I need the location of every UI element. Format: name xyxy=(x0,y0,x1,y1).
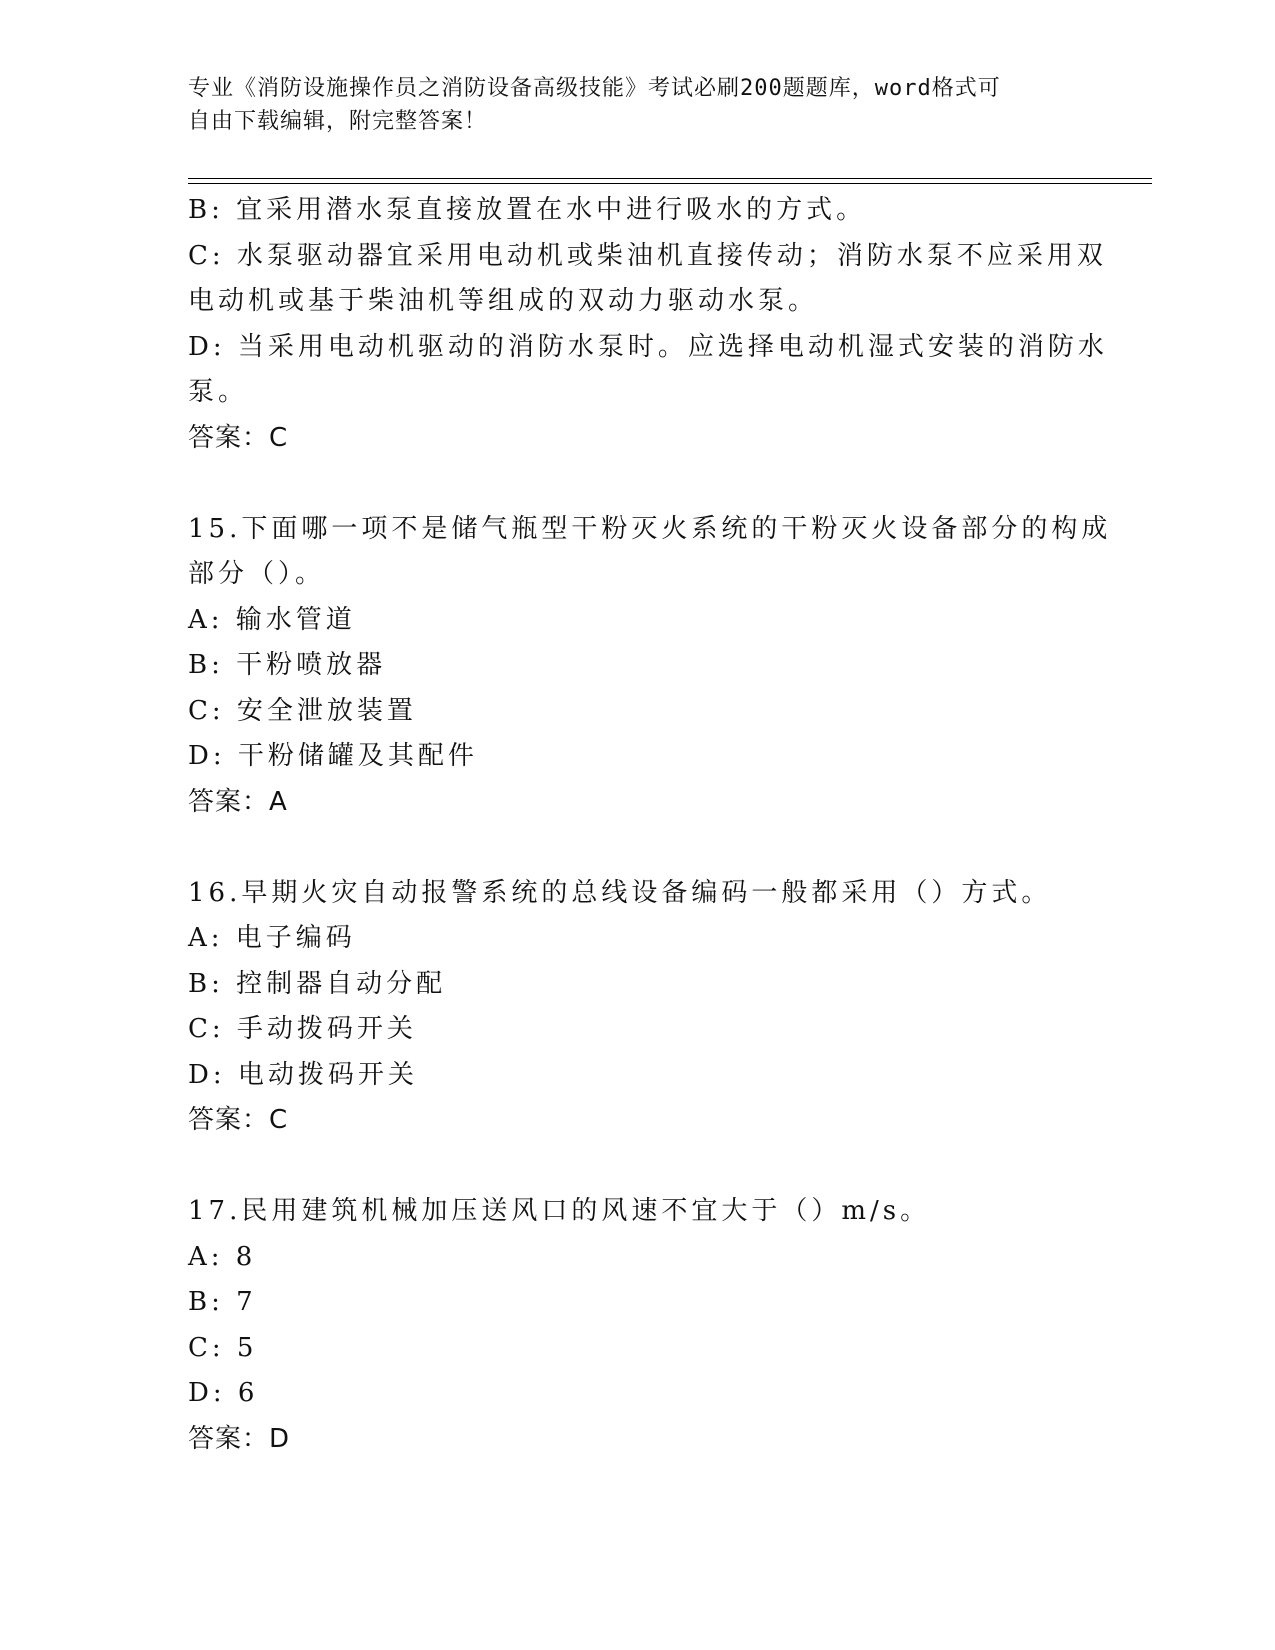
option-d: D: 电动拨码开关 xyxy=(188,1059,418,1090)
option-a: A: 输水管道 xyxy=(188,604,356,635)
option-d-line-1: D: 当采用电动机驱动的消防水泵时。应选择电动机湿式安装的消防水 xyxy=(188,331,1108,362)
option-d-line-2: 泵。 xyxy=(188,377,249,407)
question-content xyxy=(188,188,1112,1462)
header-rule-bottom xyxy=(188,183,1152,184)
option-b: B: 宜采用潜水泵直接放置在水中进行吸水的方式。 xyxy=(188,195,867,225)
question-stem-line-2: 部分（）。 xyxy=(188,559,326,589)
question-stem-line-1: 17.民用建筑机械加压送风口的风速不宜大于（）m/s。 xyxy=(188,1196,931,1226)
header-title-line-1: 专业《消防设施操作员之消防设备高级技能》考试必刷200题题库，word格式可 xyxy=(188,76,1001,101)
header-title-line-2: 自由下载编辑，附完整答案！ xyxy=(188,109,488,134)
page-header xyxy=(188,72,1088,138)
question-14-continued xyxy=(188,188,1108,461)
option-c: C: 安全泄放装置 xyxy=(188,695,417,726)
option-c-line-1: C: 水泵驱动器宜采用电动机或柴油机直接传动；消防水泵不应采用双 xyxy=(188,240,1107,271)
spacer xyxy=(188,461,1088,507)
answer-label: 答案：D xyxy=(188,1423,291,1454)
question-stem-line-1: 16.早期火灾自动报警系统的总线设备编码一般都采用（）方式。 xyxy=(188,877,1052,908)
option-c: C: 手动拨码开关 xyxy=(188,1014,417,1044)
answer-label: 答案：C xyxy=(188,1105,289,1135)
spacer xyxy=(188,1144,1088,1190)
option-a: A: 电子编码 xyxy=(188,923,356,953)
option-b: B: 控制器自动分配 xyxy=(188,968,447,999)
question-16 xyxy=(188,871,1088,1144)
option-a: A: 8 xyxy=(188,1241,257,1272)
option-b: B: 7 xyxy=(188,1287,257,1317)
question-stem-line-1: 15.下面哪一项不是储气瓶型干粉灭火系统的干粉灭火设备部分的构成 xyxy=(188,513,1112,544)
option-b: B: 干粉喷放器 xyxy=(188,650,387,680)
spacer xyxy=(188,825,1088,871)
answer-label: 答案：C xyxy=(188,422,289,453)
question-15 xyxy=(188,507,1112,826)
option-c-line-2: 电动机或基于柴油机等组成的双动力驱动水泵。 xyxy=(188,286,819,316)
question-17 xyxy=(188,1189,1088,1462)
option-d: D: 6 xyxy=(188,1378,259,1408)
answer-label: 答案：A xyxy=(188,786,288,817)
option-d: D: 干粉储罐及其配件 xyxy=(188,741,478,771)
header-rule-top xyxy=(188,178,1152,179)
option-c: C: 5 xyxy=(188,1332,258,1363)
